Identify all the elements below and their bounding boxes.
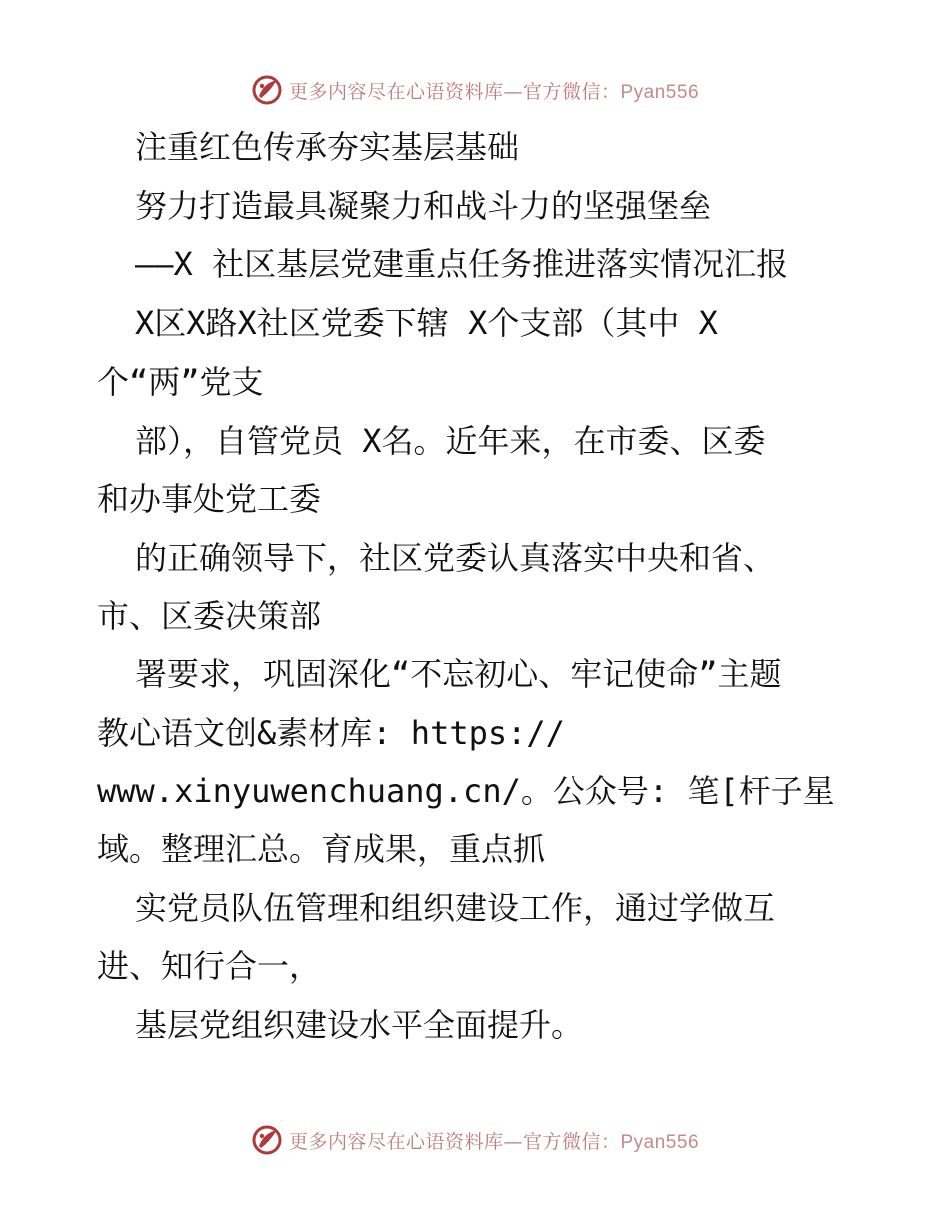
paragraph-line: 市、区委决策部 — [97, 597, 322, 635]
paragraph-line: 署要求，巩固深化“不忘初心、牢记使命”主题 — [135, 655, 782, 693]
paragraph-line: 教心语文创&素材库: https:// — [97, 714, 565, 752]
title-line-1: 注重红色传承夯实基层基础 — [135, 128, 520, 166]
paragraph-line: 进、知行合一， — [97, 947, 322, 985]
header-banner-latin: Pyan556 — [620, 81, 700, 103]
paragraph-line: 的正确领导下，社区党委认真落实中央和省、 — [135, 539, 776, 577]
paragraph-line: 部），自管党员 X名。近年来，在市委、区委 — [135, 422, 766, 460]
paragraph-line: 基层党组织建设水平全面提升。 — [135, 1006, 584, 1044]
paragraph-line: X区X路X社区党委下辖 X个支部（其中 X — [135, 304, 718, 342]
paragraph-line: 和办事处党工委 — [97, 480, 322, 518]
ink-brush-seal-icon — [251, 1124, 283, 1156]
paragraph-line: www.xinyuwenchuang.cn/。公众号: 笔[杆子星 — [97, 772, 835, 810]
footer-banner-cn: 更多内容尽在心语资料库—官方微信： — [288, 1130, 621, 1153]
header-banner-cn: 更多内容尽在心语资料库—官方微信： — [288, 80, 621, 103]
paragraph-line: 个“两”党支 — [97, 363, 264, 401]
paragraph-line: 实党员队伍管理和组织建设工作，通过学做互 — [135, 889, 776, 927]
footer-banner — [0, 1122, 950, 1158]
footer-banner-text — [289, 1127, 699, 1154]
ink-brush-seal-icon — [251, 74, 283, 106]
subtitle-line: ——X 社区基层党建重点任务推进落实情况汇报 — [135, 245, 789, 283]
header-banner — [0, 72, 950, 108]
header-banner-text — [289, 77, 699, 104]
title-line-2: 努力打造最具凝聚力和战斗力的坚强堡垒 — [135, 187, 712, 225]
footer-banner-latin: Pyan556 — [620, 1131, 700, 1153]
paragraph-line: 域。整理汇总。育成果，重点抓 — [97, 830, 546, 868]
